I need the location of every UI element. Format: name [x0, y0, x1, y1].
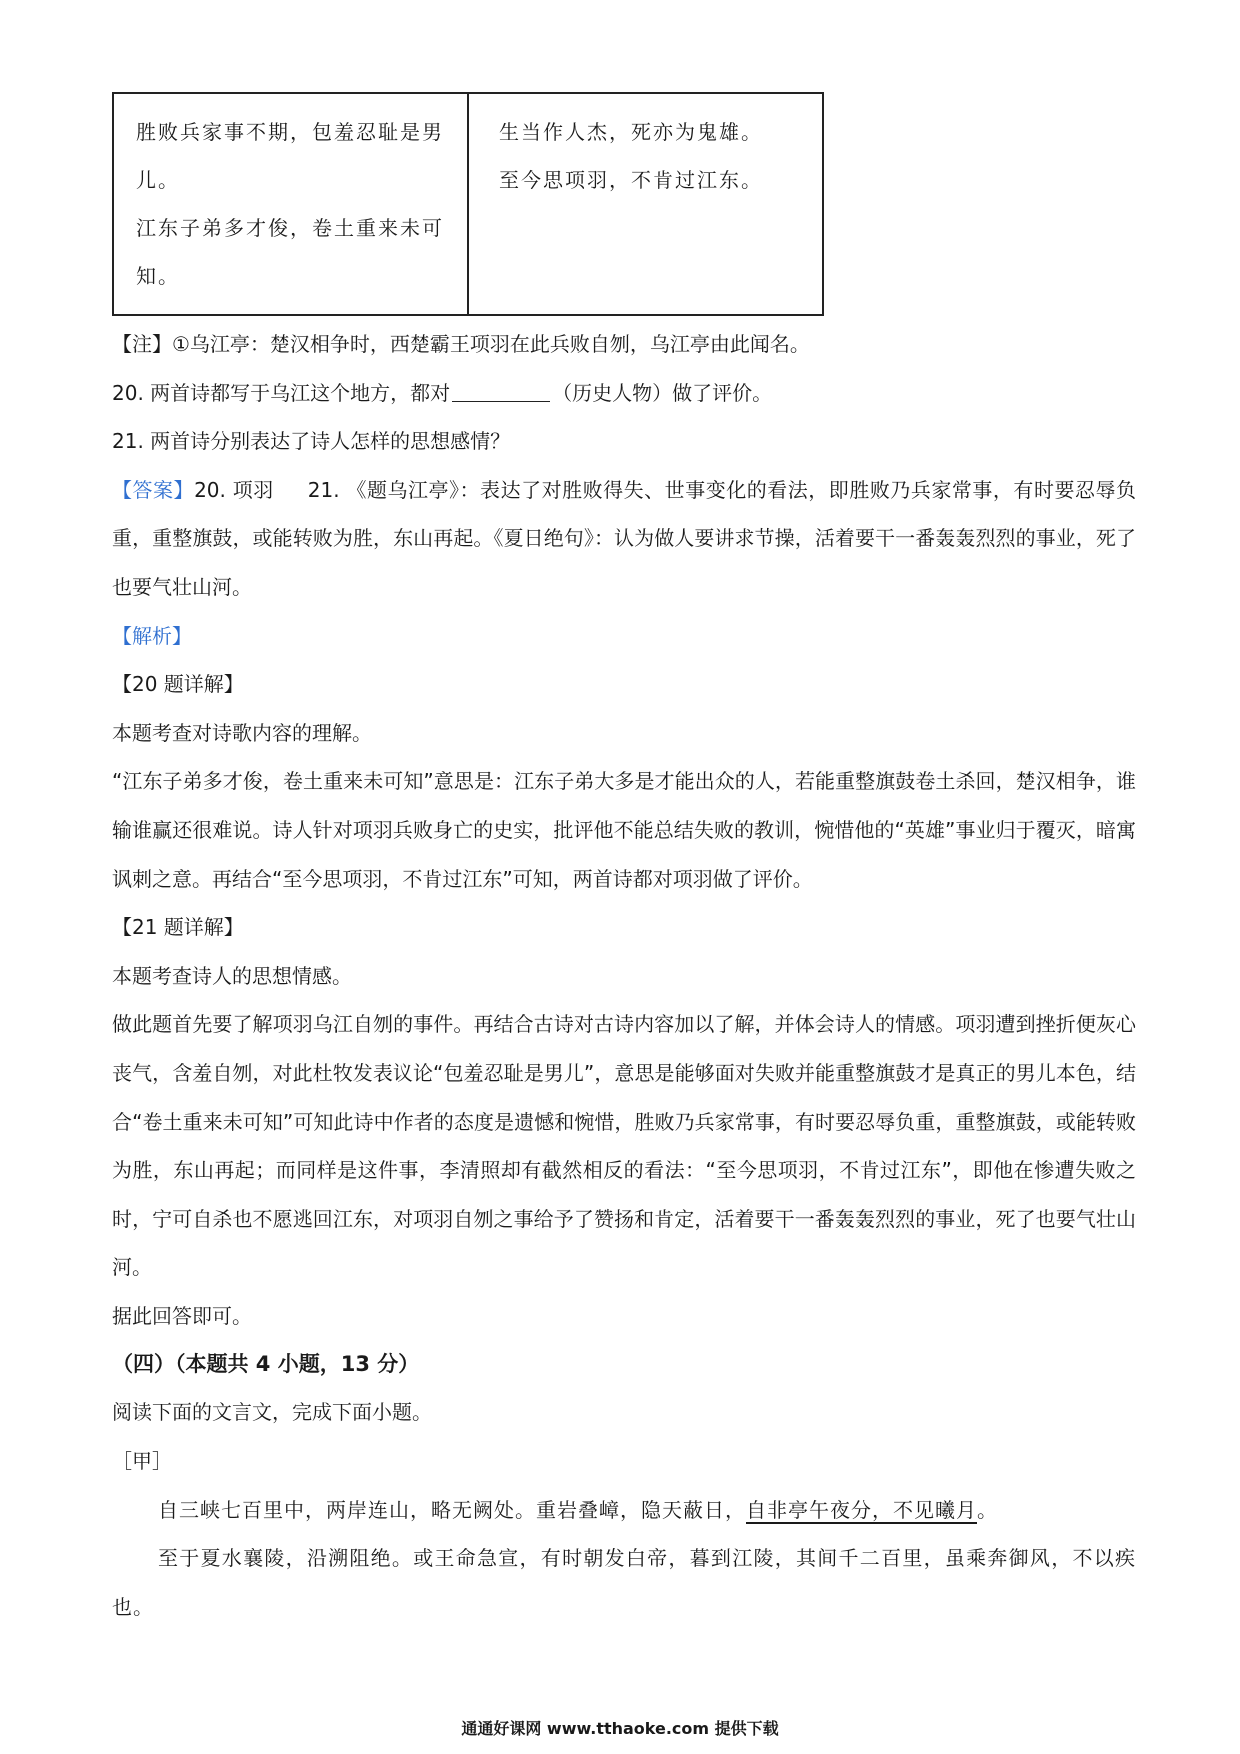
section-4-heading: （四）（本题共 4 小题，13 分）	[112, 1352, 420, 1377]
detail-20-body: “江东子弟多才俊，卷土重来未可知”意思是：江东子弟大多是才能出众的人，若能重整旗鼓卷土杀回，楚汉相争，谁输谁赢还很难说。诗人针对项羽兵败身亡的史实，批评他不能总结失败的教训，惋惜他的“英雄”事业归于覆灭，暗寓讽刺之意。再结合“至今思项羽，不肯过江东”可知，两首诗都对项羽做了评价。	[112, 769, 1136, 891]
passage-paragraph-2: 至于夏水襄陵，沿溯阻绝。或王命急宣，有时朝发白帝，暮到江陵，其间千二百里，虽乘奔御风，不以疾也。	[112, 1546, 1136, 1619]
question-20	[112, 369, 1136, 418]
answer-20: 20. 项羽	[194, 477, 274, 502]
detail-21-body: 做此题首先要了解项羽乌江自刎的事件。再结合古诗对古诗内容加以了解，并体会诗人的情感。项羽遭到挫折便灰心丧气，含羞自刎，对此杜牧发表议论“包羞忍耻是男儿”，意思是能够面对失败并能重整旗鼓才是真正的男儿本色，结合“卷土重来未可知”可知此诗中作者的态度是遗憾和惋惜，胜败乃兵家常事，有时要忍辱负重，重整旗鼓，或能转败为胜，东山再起；而同样是这件事，李清照却有截然相反的看法：“至今思项羽，不肯过江东”，即他在惨遭失败之时，宁可自杀也不愿逃回江东，对项羽自刎之事给予了赞扬和肯定，活着要干一番轰轰烈烈的事业，死了也要气壮山河。	[112, 1012, 1136, 1280]
detail-20-intro: 本题考查对诗歌内容的理解。	[112, 720, 372, 745]
underlined-phrase: 自非亭午夜分，不见曦月	[746, 1497, 977, 1522]
footer-watermark: 通通好课网 www.tthaoke.com 提供下载	[461, 1719, 779, 1738]
detail-20-heading: 【20 题详解】	[112, 672, 244, 697]
poem-line: 江东子弟多才俊，卷土重来未可知。	[136, 216, 444, 288]
detail-21-conclusion: 据此回答即可。	[112, 1303, 252, 1328]
question-20-text: 20. 两首诗都写于乌江这个地方，都对	[112, 380, 451, 405]
detail-21-heading: 【21 题详解】	[112, 915, 244, 940]
poem-line: 胜败兵家事不期，包羞忍耻是男儿。	[136, 120, 444, 192]
poem-line: 生当作人杰，死亦为鬼雄。	[499, 120, 763, 144]
passage-text: 自三峡七百里中，两岸连山，略无阙处。重岩叠嶂，隐天蔽日，	[158, 1497, 746, 1522]
poem-right-cell	[468, 93, 823, 315]
passage-text: 。	[977, 1497, 998, 1522]
answer-tag: 【答案】	[112, 477, 195, 502]
answer-21-rest: 忍辱负重，重整旗鼓，或能转败为胜，东山再起。《夏日绝句》：认为做人要讲求节操，活着要干一番轰轰烈烈的事业，死了也要气壮山河。	[112, 477, 1137, 599]
document-page	[112, 92, 1136, 1631]
passage-label: ［甲］	[112, 1449, 172, 1474]
passage-paragraph-1	[112, 1486, 1136, 1535]
detail-21-intro: 本题考查诗人的思想情感。	[112, 963, 352, 988]
poem-table	[112, 92, 824, 316]
question-20-suffix: （历史人物）做了评价。	[552, 380, 773, 405]
section-4-instruction: 阅读下面的文言文，完成下面小题。	[112, 1400, 432, 1425]
answer-21-first: 21. 《题乌江亭》：表达了对胜败得失、世事变化的看法，即胜败乃兵家常事，有时要	[307, 477, 1075, 502]
analysis-tag: 【解析】	[112, 623, 192, 648]
poem-left-cell	[113, 93, 468, 315]
note: 【注】①乌江亭：楚汉相争时，西楚霸王项羽在此兵败自刎，乌江亭由此闻名。	[112, 332, 810, 356]
answer-block	[112, 466, 1136, 612]
question-21: 21. 两首诗分别表达了诗人怎样的思想感情？	[112, 429, 511, 454]
answer-blank	[452, 381, 550, 402]
poem-line: 至今思项羽，不肯过江东。	[499, 168, 763, 192]
